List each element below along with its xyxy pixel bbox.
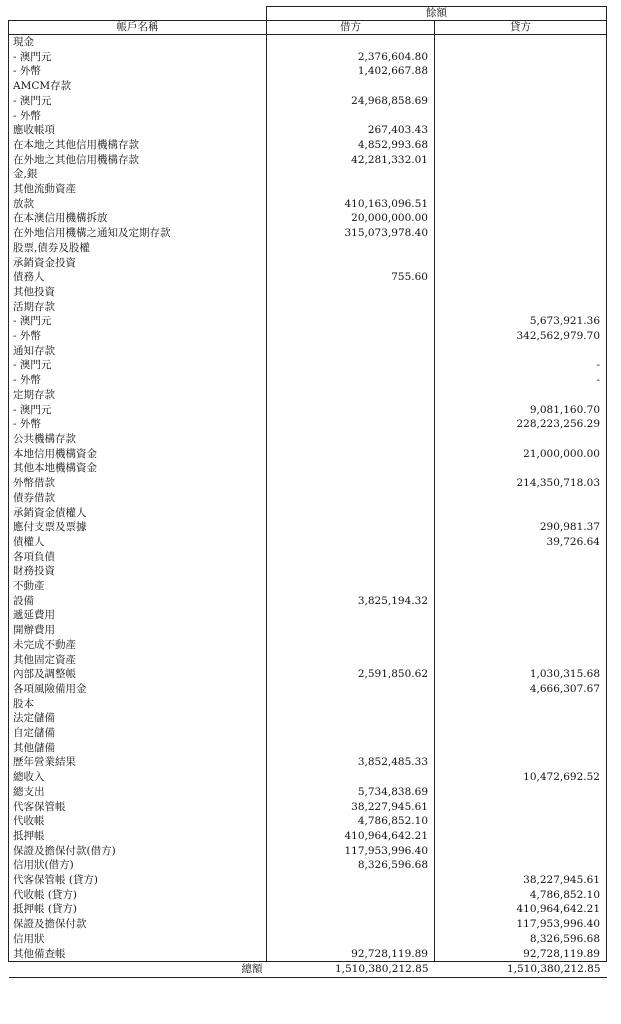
credit-cell — [435, 741, 607, 756]
debit-cell — [267, 770, 435, 785]
credit-cell — [435, 461, 607, 476]
account-name-cell: 信用狀(借方) — [9, 858, 267, 873]
account-name-cell: 其他固定資產 — [9, 653, 267, 668]
debit-cell — [267, 476, 435, 491]
account-name-header: 帳戶名稱 — [9, 21, 267, 35]
credit-cell — [435, 182, 607, 197]
table-row — [9, 358, 607, 373]
account-name-cell: 股本 — [9, 697, 267, 712]
table-row — [9, 638, 607, 653]
debit-cell — [267, 902, 435, 917]
account-name-cell: 承銷資金投資 — [9, 256, 267, 271]
credit-cell — [435, 197, 607, 212]
table-row — [9, 785, 607, 800]
table-row — [9, 902, 607, 917]
account-name-cell: 其他本地機構資金 — [9, 461, 267, 476]
account-name-cell: 保證及擔保付款 — [9, 917, 267, 932]
table-row — [9, 182, 607, 197]
debit-cell: 2,376,604.80 — [267, 50, 435, 65]
debit-cell: 410,163,096.51 — [267, 197, 435, 212]
debit-cell — [267, 79, 435, 94]
credit-cell — [435, 550, 607, 565]
account-name-cell: 信用狀 — [9, 932, 267, 947]
credit-cell: 92,728,119.89 — [435, 947, 607, 962]
credit-header: 貸方 — [435, 21, 607, 35]
debit-cell — [267, 653, 435, 668]
table-row — [9, 550, 607, 565]
debit-cell — [267, 329, 435, 344]
debit-cell — [267, 873, 435, 888]
table-row — [9, 520, 607, 535]
table-row — [9, 476, 607, 491]
credit-cell — [435, 388, 607, 403]
debit-cell: 20,000,000.00 — [267, 211, 435, 226]
credit-cell — [435, 608, 607, 623]
account-name-cell: - 澳門元 — [9, 403, 267, 418]
table-row — [9, 197, 607, 212]
debit-cell — [267, 35, 435, 50]
credit-cell — [435, 138, 607, 153]
account-name-cell: 定期存款 — [9, 388, 267, 403]
credit-cell — [435, 623, 607, 638]
table-row — [9, 814, 607, 829]
table-row — [9, 506, 607, 521]
debit-cell — [267, 256, 435, 271]
credit-cell — [435, 844, 607, 859]
credit-cell — [435, 79, 607, 94]
credit-cell — [435, 153, 607, 168]
table-row — [9, 653, 607, 668]
table-row — [9, 770, 607, 785]
account-name-cell: 其他流動資產 — [9, 182, 267, 197]
table-row — [9, 35, 607, 50]
credit-cell — [435, 300, 607, 315]
credit-cell — [435, 491, 607, 506]
credit-cell — [435, 800, 607, 815]
credit-cell — [435, 344, 607, 359]
trial-balance-table — [8, 6, 607, 978]
debit-cell — [267, 550, 435, 565]
account-name-cell: 遞延費用 — [9, 608, 267, 623]
account-name-cell: - 澳門元 — [9, 314, 267, 329]
credit-cell: 410,964,642.21 — [435, 902, 607, 917]
table-row — [9, 285, 607, 300]
table-row — [9, 697, 607, 712]
debit-cell — [267, 417, 435, 432]
account-name-cell: 活期存款 — [9, 300, 267, 315]
credit-cell — [435, 858, 607, 873]
account-name-cell: - 澳門元 — [9, 50, 267, 65]
account-name-cell: 財務投資 — [9, 564, 267, 579]
account-name-cell: 在本澳信用機構拆放 — [9, 211, 267, 226]
table-row — [9, 256, 607, 271]
debit-cell — [267, 711, 435, 726]
debit-cell: 410,964,642.21 — [267, 829, 435, 844]
credit-cell: 342,562,979.70 — [435, 329, 607, 344]
table-row — [9, 491, 607, 506]
debit-cell — [267, 491, 435, 506]
table-row — [9, 300, 607, 315]
credit-cell — [435, 256, 607, 271]
credit-cell — [435, 241, 607, 256]
table-row — [9, 873, 607, 888]
account-name-cell: 代收帳 (貸方) — [9, 888, 267, 903]
account-name-cell: 其他投資 — [9, 285, 267, 300]
debit-cell — [267, 167, 435, 182]
table-row — [9, 373, 607, 388]
account-name-cell: 總收入 — [9, 770, 267, 785]
credit-cell — [435, 564, 607, 579]
credit-cell: 39,726.64 — [435, 535, 607, 550]
credit-cell — [435, 785, 607, 800]
credit-cell — [435, 123, 607, 138]
table-row — [9, 682, 607, 697]
account-name-cell: 現金 — [9, 35, 267, 50]
credit-cell — [435, 285, 607, 300]
debit-cell — [267, 623, 435, 638]
balance-sheet — [8, 6, 606, 1008]
table-row — [9, 388, 607, 403]
account-name-cell: 其他儲備 — [9, 741, 267, 756]
debit-cell: 755.60 — [267, 270, 435, 285]
debit-cell — [267, 314, 435, 329]
account-name-cell: 代客保管帳 — [9, 800, 267, 815]
account-name-cell: 各項負債 — [9, 550, 267, 565]
account-name-cell: 在外地之其他信用機構存款 — [9, 153, 267, 168]
debit-cell — [267, 447, 435, 462]
debit-cell: 3,852,485.33 — [267, 755, 435, 770]
table-row — [9, 329, 607, 344]
credit-cell — [435, 653, 607, 668]
table-row — [9, 755, 607, 770]
debit-cell: 315,073,978.40 — [267, 226, 435, 241]
account-name-cell: 開辦費用 — [9, 623, 267, 638]
header-spacer — [9, 7, 267, 21]
debit-cell — [267, 432, 435, 447]
debit-cell — [267, 608, 435, 623]
credit-cell — [435, 579, 607, 594]
debit-header: 借方 — [267, 21, 435, 35]
debit-cell: 3,825,194.32 — [267, 594, 435, 609]
debit-cell: 8,326,596.68 — [267, 858, 435, 873]
table-row — [9, 844, 607, 859]
table-row — [9, 667, 607, 682]
account-name-cell: 債務人 — [9, 270, 267, 285]
table-header — [9, 7, 607, 35]
account-name-cell: 未完成不動產 — [9, 638, 267, 653]
table-row — [9, 270, 607, 285]
credit-cell: 9,081,160.70 — [435, 403, 607, 418]
table-row — [9, 94, 607, 109]
debit-cell — [267, 388, 435, 403]
total-credit: 1,510,380,212.85 — [435, 962, 607, 978]
debit-cell: 4,786,852.10 — [267, 814, 435, 829]
credit-cell: 4,786,852.10 — [435, 888, 607, 903]
debit-cell — [267, 932, 435, 947]
debit-cell: 117,953,996.40 — [267, 844, 435, 859]
credit-cell: 290,981.37 — [435, 520, 607, 535]
debit-cell: 1,402,667.88 — [267, 64, 435, 79]
debit-cell — [267, 344, 435, 359]
credit-cell — [435, 638, 607, 653]
table-row — [9, 417, 607, 432]
account-name-cell: 法定儲備 — [9, 711, 267, 726]
table-row — [9, 79, 607, 94]
account-name-cell: - 外幣 — [9, 329, 267, 344]
debit-cell — [267, 182, 435, 197]
account-name-cell: 債權人 — [9, 535, 267, 550]
table-row — [9, 711, 607, 726]
account-name-cell: - 外幣 — [9, 373, 267, 388]
account-name-cell: 不動產 — [9, 579, 267, 594]
account-name-cell: 承銷資金債權人 — [9, 506, 267, 521]
account-name-cell: - 外幣 — [9, 109, 267, 124]
debit-cell — [267, 697, 435, 712]
credit-cell: 5,673,921.36 — [435, 314, 607, 329]
debit-cell — [267, 403, 435, 418]
credit-cell — [435, 697, 607, 712]
account-name-cell: 抵押帳 — [9, 829, 267, 844]
account-name-cell: 代收帳 — [9, 814, 267, 829]
table-body — [9, 35, 607, 962]
debit-cell: 38,227,945.61 — [267, 800, 435, 815]
account-name-cell: - 外幣 — [9, 417, 267, 432]
table-row — [9, 800, 607, 815]
account-name-cell: 公共機構存款 — [9, 432, 267, 447]
table-row — [9, 50, 607, 65]
account-name-cell: 股票,債券及股權 — [9, 241, 267, 256]
debit-cell: 4,852,993.68 — [267, 138, 435, 153]
account-name-cell: AMCM存款 — [9, 79, 267, 94]
table-row — [9, 403, 607, 418]
account-name-cell: 保證及擔保付款(借方) — [9, 844, 267, 859]
account-name-cell: - 外幣 — [9, 64, 267, 79]
table-row — [9, 535, 607, 550]
debit-cell — [267, 285, 435, 300]
account-name-cell: 通知存款 — [9, 344, 267, 359]
account-name-cell: 設備 — [9, 594, 267, 609]
debit-cell — [267, 535, 435, 550]
credit-cell — [435, 726, 607, 741]
credit-cell — [435, 226, 607, 241]
account-name-cell: 債券借款 — [9, 491, 267, 506]
debit-cell — [267, 726, 435, 741]
table-row — [9, 608, 607, 623]
account-name-cell: 其他備查帳 — [9, 947, 267, 962]
credit-cell — [435, 594, 607, 609]
table-row — [9, 211, 607, 226]
table-row — [9, 167, 607, 182]
credit-cell — [435, 829, 607, 844]
debit-cell — [267, 358, 435, 373]
debit-cell — [267, 373, 435, 388]
credit-cell — [435, 432, 607, 447]
table-row — [9, 432, 607, 447]
account-name-cell: 代客保管帳 (貸方) — [9, 873, 267, 888]
table-row — [9, 858, 607, 873]
table-row — [9, 447, 607, 462]
debit-cell — [267, 741, 435, 756]
table-row — [9, 138, 607, 153]
credit-cell — [435, 109, 607, 124]
account-name-cell: 總支出 — [9, 785, 267, 800]
credit-cell: - — [435, 373, 607, 388]
debit-cell — [267, 888, 435, 903]
debit-cell: 5,734,838.69 — [267, 785, 435, 800]
table-row — [9, 226, 607, 241]
account-name-cell: 抵押帳 (貸方) — [9, 902, 267, 917]
debit-cell — [267, 917, 435, 932]
debit-cell — [267, 109, 435, 124]
credit-cell: 4,666,307.67 — [435, 682, 607, 697]
account-name-cell: 外幣借款 — [9, 476, 267, 491]
balance-header: 餘額 — [267, 7, 607, 21]
debit-cell — [267, 520, 435, 535]
credit-cell: 228,223,256.29 — [435, 417, 607, 432]
account-name-cell: 歷年營業結果 — [9, 755, 267, 770]
table-row — [9, 932, 607, 947]
table-row — [9, 726, 607, 741]
credit-cell — [435, 211, 607, 226]
debit-cell — [267, 300, 435, 315]
account-name-cell: 內部及調整帳 — [9, 667, 267, 682]
account-name-cell: 在本地之其他信用機構存款 — [9, 138, 267, 153]
credit-cell: 8,326,596.68 — [435, 932, 607, 947]
debit-cell — [267, 564, 435, 579]
debit-cell: 42,281,332.01 — [267, 153, 435, 168]
credit-cell — [435, 270, 607, 285]
table-row — [9, 109, 607, 124]
account-name-cell: 應付支票及票據 — [9, 520, 267, 535]
debit-cell: 24,968,858.69 — [267, 94, 435, 109]
debit-cell — [267, 461, 435, 476]
account-name-cell: 在外地信用機構之通知及定期存款 — [9, 226, 267, 241]
account-name-cell: - 澳門元 — [9, 94, 267, 109]
account-name-cell: 自定儲備 — [9, 726, 267, 741]
table-row — [9, 623, 607, 638]
credit-cell: 214,350,718.03 — [435, 476, 607, 491]
debit-cell — [267, 682, 435, 697]
credit-cell — [435, 35, 607, 50]
credit-cell — [435, 814, 607, 829]
debit-cell — [267, 506, 435, 521]
table-row — [9, 64, 607, 79]
debit-cell — [267, 638, 435, 653]
credit-cell — [435, 711, 607, 726]
total-debit: 1,510,380,212.85 — [267, 962, 435, 978]
credit-cell: 117,953,996.40 — [435, 917, 607, 932]
table-row — [9, 947, 607, 962]
table-row — [9, 888, 607, 903]
total-row — [9, 962, 607, 978]
table-row — [9, 829, 607, 844]
credit-cell — [435, 167, 607, 182]
account-name-cell: 本地信用機構資金 — [9, 447, 267, 462]
debit-cell — [267, 579, 435, 594]
credit-cell — [435, 506, 607, 521]
table-row — [9, 917, 607, 932]
credit-cell: 21,000,000.00 — [435, 447, 607, 462]
credit-cell — [435, 50, 607, 65]
table-row — [9, 594, 607, 609]
debit-cell: 267,403.43 — [267, 123, 435, 138]
account-name-cell: 放款 — [9, 197, 267, 212]
credit-cell — [435, 64, 607, 79]
credit-cell: 1,030,315.68 — [435, 667, 607, 682]
table-row — [9, 241, 607, 256]
account-name-cell: 各項風險備用金 — [9, 682, 267, 697]
table-row — [9, 314, 607, 329]
table-row — [9, 741, 607, 756]
table-row — [9, 344, 607, 359]
debit-cell: 92,728,119.89 — [267, 947, 435, 962]
total-label: 總額 — [9, 962, 267, 978]
account-name-cell: - 澳門元 — [9, 358, 267, 373]
account-name-cell: 金,銀 — [9, 167, 267, 182]
credit-cell — [435, 94, 607, 109]
debit-cell: 2,591,850.62 — [267, 667, 435, 682]
credit-cell: 38,227,945.61 — [435, 873, 607, 888]
table-row — [9, 123, 607, 138]
credit-cell: 10,472,692.52 — [435, 770, 607, 785]
credit-cell — [435, 755, 607, 770]
table-row — [9, 153, 607, 168]
debit-cell — [267, 241, 435, 256]
table-row — [9, 461, 607, 476]
credit-cell: - — [435, 358, 607, 373]
table-row — [9, 564, 607, 579]
account-name-cell: 應收帳項 — [9, 123, 267, 138]
table-row — [9, 579, 607, 594]
